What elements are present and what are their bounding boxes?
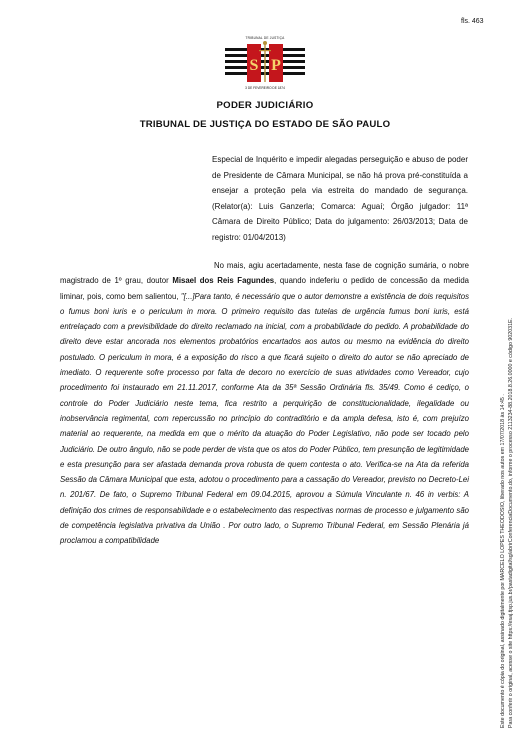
digital-signature-note [500,8,515,728]
body-continuation: , quando indeferiu o pedido de concessão da medida liminar, pois, como bem salientou, [60,276,469,301]
crest-top-text: TRIBUNAL DE JUSTIÇA [245,36,285,40]
ementa-text: Especial de Inquérito e impedir alegadas perseguição e abuso de poder de Presidente de Câmara Municipal, se não há prova pré-constituída a ensejar a proteção pela via estreita do mandado de segurança. (Relator(a): Luis Ganzerla; Comarca: Aguaí; Órgão julgador: 11ª Câmara de Direito Público; Data do julgamento: 26/03/2013; Data de registro: 01/04/2013) [212,155,468,242]
svg-text:P: P [271,57,281,74]
crest-emblem-icon [225,40,305,86]
body-intro: No mais, agiu acertadamente, nesta fase de cognição sumária, o nobre magistrado de 1º grau, doutor [60,261,469,286]
header-title: PODER JUDICIÁRIO [216,100,314,111]
judge-name: Misael dos Reis Fagundes [172,276,275,286]
quoted-decision: "[...]Para tanto, é necessário que o autor demonstre a existência de dois requisitos o fumus boni iuris e o periculum in mora. O primeiro requisito das tutelas de urgência fumus boni iuris, está entrelaçado com a previsibilidade do direito reclamado na inicial, com a probabilidade do pedido. A probabilidade do direito deve estar ancorada nos elementos probatórios encartados aos autos ou mesmo na evidência do direito postulado. O periculum in mora, é a exposição do risco a que ficará sujeito o direito do autor se não apreciado de imediato. O requerente sofre processo por falta de decoro no exercício de suas atividades como Vereador, cujo procedimento foi instaurado em 21.11.2017, conforme Ata da 35ª Sessão Ordinária fls. 35/49. Como é cediço, o controle do Poder Judiciário neste tema, fica restrito a perquirição de constitucionalidade, ilegalidade ou inobservância regimental, com repercussão no princípio do contraditório e da ampla defesa, isto é, com prejuízo material ao requerente, na medida em que o mérito da atuação do Poder Legislativo, não pode ser tocado pelo Judiciário. De outro ângulo, não se pode perder de vista que os atos do Poder Público, tem presunção de legitimidade e esta presunção para ser afastada demanda prova robusta de quem contesta o ato. Verifica-se na Ata da referida Sessão da Câmara Municipal que esta, adotou o procedimento para a cassação do Vereador, previsto no Decreto-Lei n. 201/67. De fato, o Supremo Tribunal Federal em 09.04.2015, aprovou a Súmula Vinculante n. 46 in verbis: A definição dos crimes de responsabilidade e o estabelecimento das respectivas normas de processo e julgamento são de competência legislativa privativa da União . Por outro lado, o Supremo Tribunal Federal, em Sessão Plenária já proclamou a compatibilidade [60,291,469,546]
crest-bottom-text: 3 DE FEVEREIRO DE 1874 [245,86,285,90]
svg-text:S: S [249,57,259,74]
body-paragraph [60,258,469,549]
header-subtitle: TRIBUNAL DE JUSTIÇA DO ESTADO DE SÃO PAULO [139,119,391,130]
page-number: fls. 463 [461,18,484,25]
signature-line-1: Este documento é cópia do original, assinado digitalmente por MARCELO LOPES THEODOSIO, liberado nos autos em 17/07/2018 às 14:45 . [500,394,506,728]
court-crest [225,36,305,92]
signature-line-2: Para conferir o original, acesse o site https://esaj.tjsp.jus.br/pastadigital/sg/abrirConferenciaDocumento.do, informe o processo 2113234-88.2018.8.26.0000 e código 902031E. [507,317,514,728]
